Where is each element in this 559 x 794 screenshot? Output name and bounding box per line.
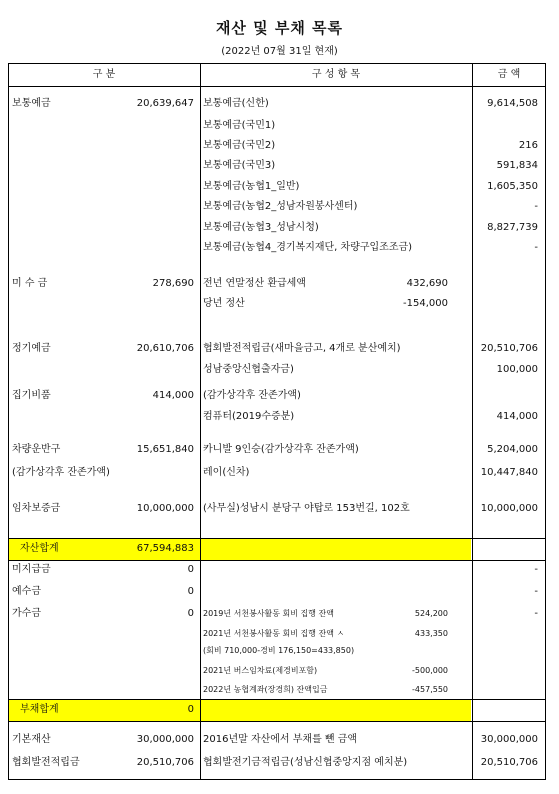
item-amount: 9,614,508 [487,98,538,109]
item-name: 협회발전기금적립금(성남신협중앙지점 예치분) [203,757,408,768]
row-label: 미 수 금 [12,278,48,289]
item-name: 2019년 서천봉사활동 회비 집행 잔액 [203,609,334,618]
item-name: 보통예금(농협3_성남시청) [203,222,319,233]
row-total: 15,651,840 [136,444,194,455]
item-name: (사무실)성남시 분당구 야탑로 153번길, 102호 [203,503,410,514]
item-name: 2022년 농협계좌(장경희) 잔액입금 [203,685,328,694]
item-name: 성남중앙신협출자금) [203,364,294,375]
item-name: 보통예금(농협1_일반) [203,181,300,192]
item-name: 컴퓨터(2019수증분) [203,411,295,422]
item-amount: 30,000,000 [480,734,538,745]
item-subamount: 433,350 [414,629,448,638]
item-amount: 20,510,706 [480,343,538,354]
row-divider [8,699,546,700]
row-label: (감가상각후 잔존가액) [12,467,110,478]
row-total: 20,510,706 [136,757,194,768]
item-name: 전년 연말정산 환급세액 [203,278,306,289]
item-amount: 216 [518,140,538,151]
item-name: 보통예금(신한) [203,98,269,109]
row-divider [8,721,546,722]
item-subamount: 524,200 [414,609,448,618]
row-total: 67,594,883 [136,543,194,554]
row-total: 30,000,000 [136,734,194,745]
item-name: 보통예금(농협2_성남자원봉사센터) [203,201,358,212]
item-subamount: -457,550 [412,685,448,694]
item-amount: - [534,564,538,575]
item-amount: 5,204,000 [487,444,538,455]
header-category: 구 분 [8,63,200,87]
item-amount: - [534,608,538,619]
item-amount: 20,510,706 [480,757,538,768]
item-name: 카니발 9인승(감가상각후 잔존가액) [203,444,359,455]
row-label: 예수금 [12,586,41,597]
header-amount: 금 액 [472,63,546,87]
row-total: 0 [187,704,194,715]
item-name: 레이(신차) [203,467,250,478]
liability-total-highlight [9,699,471,721]
item-name: (회비 710,000-경비 176,150=433,850) [203,646,355,655]
item-name: 2016년말 자산에서 부채를 뺀 금액 [203,734,358,745]
column-divider [472,63,473,780]
document-title: 재산 및 부채 목록 [215,19,344,37]
row-total: 0 [187,608,194,619]
row-label: 임차보증금 [12,503,61,514]
item-name: 보통예금(농협4_경기복지재단, 차량구입조조금) [203,242,413,253]
row-label: 기본재산 [12,734,51,745]
item-amount: 100,000 [496,364,538,375]
column-divider [200,63,201,780]
item-name: 협회발전적립금(새마을금고, 4개로 분산예치) [203,343,401,354]
row-label: 차량운반구 [12,444,61,455]
item-name: 보통예금(국민2) [203,140,276,151]
item-amount: - [534,201,538,212]
item-name: 2021년 버스임차료(제경비포함) [203,666,318,675]
row-label: 보통예금 [12,98,51,109]
item-subamount: 432,690 [406,278,448,289]
row-label: 집기비품 [12,390,51,401]
header-composition: 구 성 항 목 [200,63,472,87]
item-amount: - [534,242,538,253]
item-name: 보통예금(국민3) [203,160,276,171]
item-amount: 591,834 [496,160,538,171]
row-label: 부채합계 [20,704,59,715]
row-total: 0 [187,586,194,597]
row-label: 정기예금 [12,343,51,354]
row-total: 20,610,706 [136,343,194,354]
row-total: 414,000 [152,390,194,401]
row-label: 자산합계 [20,543,59,554]
asset-total-highlight [9,538,471,560]
item-amount: 10,000,000 [480,503,538,514]
item-name: 2021년 서천봉사활동 회비 집행 잔액 ㅅ [203,629,345,638]
item-subamount: -154,000 [403,298,448,309]
item-name: 당년 정산 [203,298,245,309]
item-amount: - [534,586,538,597]
item-name: (감가상각후 잔존가액) [203,390,301,401]
row-total: 20,639,647 [136,98,194,109]
item-amount: 1,605,350 [487,181,538,192]
item-name: 보통예금(국민1) [203,120,276,131]
item-subamount: -500,000 [412,666,448,675]
item-amount: 10,447,840 [480,467,538,478]
row-divider [8,560,546,561]
row-label: 협회발전적립금 [12,757,80,768]
row-label: 가수금 [12,608,41,619]
item-amount: 414,000 [496,411,538,422]
row-label: 미지급금 [12,564,51,575]
row-total: 10,000,000 [136,503,194,514]
row-total: 0 [187,564,194,575]
item-amount: 8,827,739 [487,222,538,233]
document-date: (2022년 07월 31일 현재) [221,46,338,57]
row-divider [8,538,546,539]
row-total: 278,690 [152,278,194,289]
